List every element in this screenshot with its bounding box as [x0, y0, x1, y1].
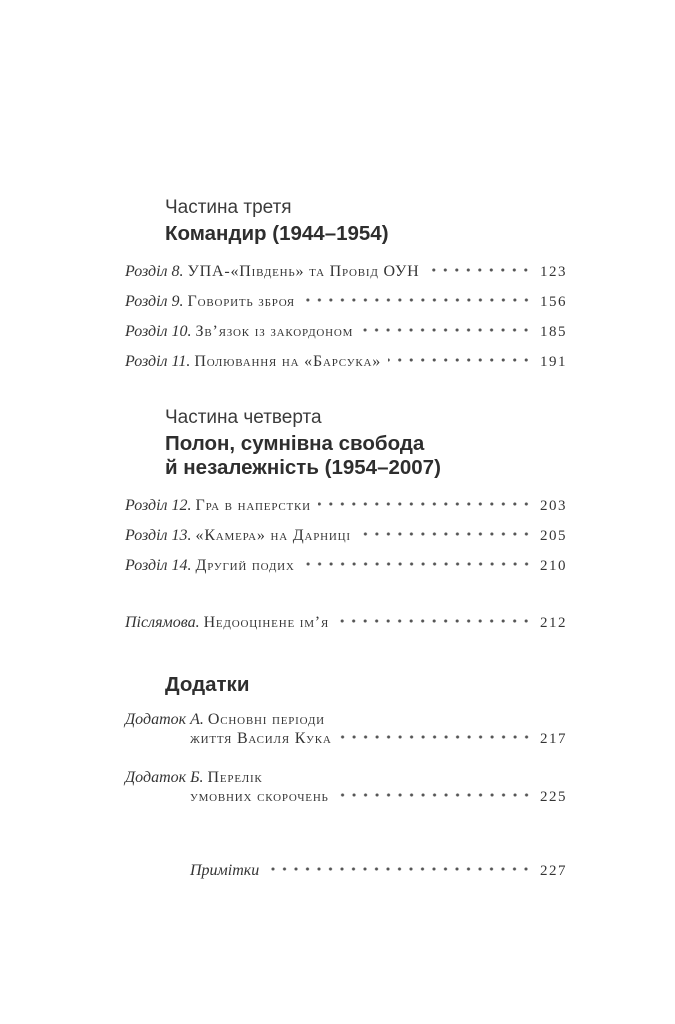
- chapter-title: «Камера» на Дарниці: [195, 527, 351, 544]
- page-number: 205: [540, 528, 567, 544]
- dot-leader: [360, 324, 532, 336]
- appendices-heading: Додатки: [165, 673, 250, 696]
- chapter-title: Полювання на «Барсука»: [194, 353, 382, 370]
- dot-leader: [318, 498, 532, 510]
- chapter-prefix: Розділ 10.: [125, 323, 192, 340]
- chapter-title: Говорить зброя: [187, 293, 295, 310]
- dot-leader: [336, 615, 532, 627]
- table-of-contents-page: [125, 196, 567, 886]
- chapter-prefix: Розділ 14.: [125, 557, 192, 574]
- toc-entry-afterword: [125, 608, 567, 638]
- toc-entry-chapter-14: [125, 551, 567, 581]
- dot-leader: [426, 264, 532, 276]
- appendix-prefix: Додаток Б.: [125, 769, 204, 786]
- chapter-prefix: Розділ 9.: [125, 293, 184, 310]
- appendix-prefix: Додаток А.: [125, 711, 204, 728]
- part4-label: Частина четверта: [165, 407, 322, 428]
- afterword-label: [125, 613, 329, 632]
- appendix-title-continued: умовних скорочень: [190, 788, 329, 805]
- page-number: 212: [540, 615, 567, 631]
- page-number: 225: [540, 789, 567, 805]
- part3-label: Частина третя: [165, 197, 292, 218]
- dot-leader: [388, 354, 532, 366]
- chapter-label: [125, 556, 295, 575]
- page-number: 156: [540, 294, 567, 310]
- chapter-title: Другий подих: [195, 557, 295, 574]
- appendix-line1: [125, 768, 567, 787]
- toc-entry-chapter-11: [125, 347, 567, 377]
- appendix-line2: [190, 787, 567, 807]
- part4-entries: [125, 491, 567, 581]
- chapter-prefix: Розділ 12.: [125, 497, 192, 514]
- appendix-line2: [190, 729, 567, 749]
- chapter-label: [125, 496, 311, 515]
- chapter-prefix: Розділ 11.: [125, 353, 191, 370]
- dot-leader: [336, 789, 532, 801]
- page-number: 210: [540, 558, 567, 574]
- chapter-prefix: Розділ 8.: [125, 263, 184, 280]
- afterword-prefix: Післямова.: [125, 614, 200, 631]
- chapter-label: [125, 292, 295, 311]
- appendix-line1: [125, 710, 567, 729]
- dot-leader: [358, 528, 532, 540]
- toc-entry-chapter-9: [125, 287, 567, 317]
- appendix-title: Основні періоди: [207, 711, 325, 728]
- toc-entry-chapter-13: [125, 521, 567, 551]
- page-number: 217: [540, 731, 567, 747]
- chapter-title: Гра в наперстки: [195, 497, 311, 514]
- dot-leader: [266, 863, 532, 875]
- appendix-title: Перелік: [207, 769, 263, 786]
- page-number: 123: [540, 264, 567, 280]
- toc-entry-appendix-a: [125, 705, 567, 754]
- appendix-entries: [125, 705, 567, 812]
- toc-entry-chapter-10: [125, 317, 567, 347]
- afterword-title: Недооцінене ім’я: [203, 614, 330, 631]
- dot-leader: [339, 731, 532, 743]
- dot-leader: [302, 558, 532, 570]
- toc-entry-notes: [190, 856, 567, 886]
- chapter-label: [125, 526, 351, 545]
- chapter-title: Зв’язок із закордоном: [195, 323, 354, 340]
- part4-title-line2: й незалежність (1954–2007): [165, 456, 441, 479]
- notes-label: Примітки: [190, 862, 260, 879]
- chapter-prefix: Розділ 13.: [125, 527, 192, 544]
- part3-entries: [125, 257, 567, 377]
- toc-entry-chapter-12: [125, 491, 567, 521]
- part4-title-line1: Полон, сумнівна свобода: [165, 432, 425, 455]
- part3-title: Командир (1944–1954): [165, 222, 389, 245]
- chapter-label: [125, 322, 353, 341]
- page-number: 203: [540, 498, 567, 514]
- page-number: 227: [540, 863, 567, 879]
- page-number: 185: [540, 324, 567, 340]
- toc-entry-chapter-8: [125, 257, 567, 287]
- chapter-label: [125, 262, 419, 281]
- page-number: 191: [540, 354, 567, 370]
- chapter-label: [125, 352, 381, 371]
- appendix-title-continued: життя Василя Кука: [190, 730, 332, 747]
- chapter-title: УПА-«Південь» та Провід ОУН: [187, 263, 420, 280]
- toc-entry-appendix-b: [125, 763, 567, 812]
- dot-leader: [302, 294, 532, 306]
